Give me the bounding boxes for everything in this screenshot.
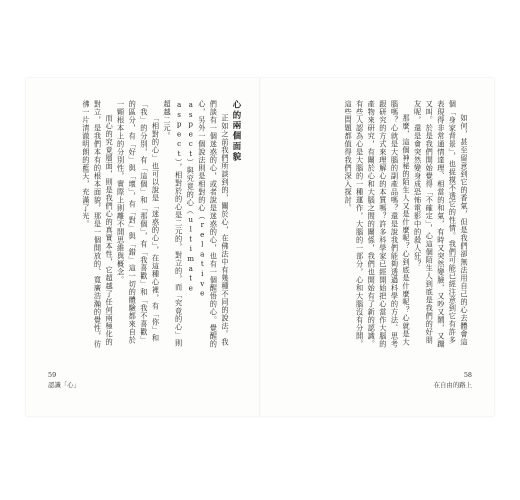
left-paragraph: 正如之前我們所談到的，關於心，在佛法中有幾種不同的說法。我們談有一個迷惑的心，或者說是迷惑的心，也有一個醒悟的心。覺醒的心，另外一個說法則是相對的心（relative aspect）與究竟的心（ultimate aspect），相對於的心是二元的，對立的，而「究竟的心」則超越二元。 [163, 100, 230, 348]
left-page [26, 78, 259, 416]
right-page-body [284, 100, 470, 350]
right-page [261, 78, 494, 416]
left-page-body [53, 100, 231, 350]
left-running-title: 認識「心」 [48, 381, 80, 389]
right-paragraph: 那麼，這個神秘的陌生人又是什麼呢？心到底是什麼呢？心就是大腦嗎？心就是大腦的副產品嗎？還是說我們能夠透過科學的方法、思考跟研究的方式來理解心的本質嗎？許多科學家已經開始把心當作大腦的產物來研究，有關於心和大腦之間的關係，我們也開始有了新的認識。有些人認為心是大腦的一種運作，大腦的一部分，心和大腦沒有分開，這些問題都值得我們深入探討。 [344, 100, 412, 348]
right-folio [434, 370, 472, 390]
left-paragraph: 「相對的心」也可以說是「迷惑的心」，在這種心裡，有「你」和「我」的分別，有「這個」和「那個」，有「我喜歡」和「我不喜歡」的區分，有「好」與「壞」，有「對」與「錯」這一切的體驗都來自於一顆根本上的分別性，實際上則離不開思維與概念。 [116, 100, 161, 345]
book-spread [26, 78, 494, 416]
left-folio [48, 370, 80, 390]
left-paragraph: 而心的究竟層面，則是我們心的真實本性，它超越了任何兩極化的對立，是我們本有的根本面貌，那是一個開放的、寬廣浩瀚的覺性，彷彿一片清澈明朗的藍天，充滿了光。 [81, 100, 115, 348]
left-page-number: 59 [48, 371, 57, 379]
right-running-title: 在自由的路上 [433, 381, 472, 389]
section-heading: 心的兩個面貌 [232, 100, 242, 163]
right-page-number: 58 [463, 371, 472, 379]
right-paragraph: 如何，甚至留意到它的香氣，但是我們卻無法用自己的心去體會這個「身家背景」，也捉摸不透它的性情。我們可能已經注意到它有許多表現得非常通情達理、相當的和氣，有時又突然變臉，又吵又鬧，又蹦又叫。於是我們開始覺得「不確定」，心這個陌生人到底是我們的好朋友呢，還是會突然變身成恐怖電影中的殺人狂？ [413, 100, 469, 348]
